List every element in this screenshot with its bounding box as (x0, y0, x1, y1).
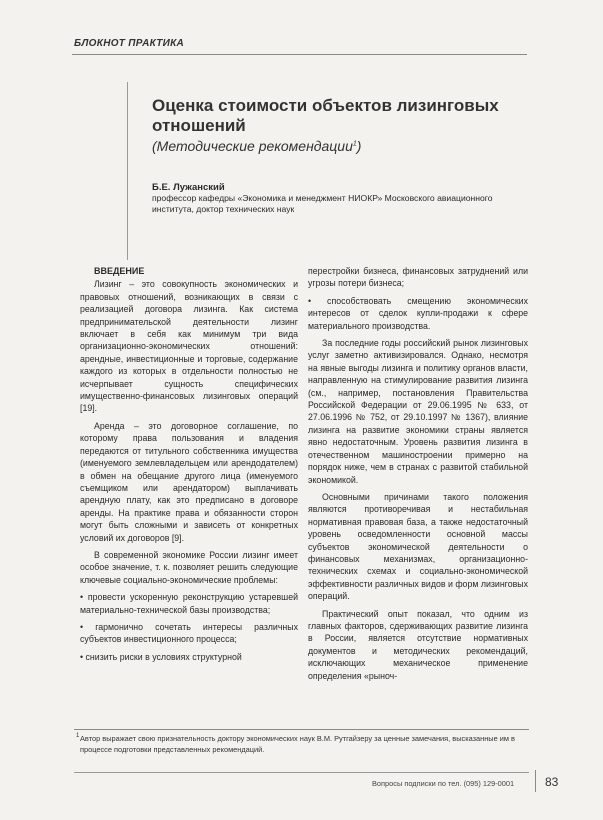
left-column (80, 265, 298, 668)
header-rule (72, 54, 527, 55)
bullet-item: • гармонично сочетать интересы различных субъектов инвестиционного процесса; (80, 621, 298, 645)
bullet-item: • провести ускоренную реконструкцию устаревшей материально-технической базы производства; (80, 592, 298, 615)
paragraph: В современной экономике России лизинг имеет особое значение, т. к. позволяет решить следующие ключевые социально-экономические проблемы: (80, 549, 298, 585)
subtitle-text: (Методические рекомендации (152, 138, 353, 154)
author-affiliation: профессор кафедры «Экономика и менеджмент НИОКР» Московского авиационного института, доктор технических наук (152, 193, 493, 214)
section-label: БЛОКНОТ ПРАКТИКА (74, 38, 185, 49)
article-subtitle (152, 138, 361, 154)
page-number: 83 (545, 775, 559, 789)
article-title: Оценка стоимости объектов лизинговых отношений (152, 96, 499, 135)
paragraph: Основными причинами такого положения являются противоречивая и нестабильная нормативная правовая база, а также недостаточный уровень осведомленности основной массы субъектов экономической деятельности о финансовых механизмах, организационно-технических схемах и социально-экономической эффективности различных видов и форм лизинговых операций. (308, 491, 528, 602)
paragraph: Аренда – это договорное соглашение, по которому права пользования и владения передаются от титульного собственника имущества (именуемого землевладельцем или арендодателем) в обмен на обещание другого лица (именуемого съемщиком или арендатором) выплачивать арендную плату, как это предписано в договоре аренды. На практике права и обязанности сторон могут быть сложными и зависеть от конкретных условий их договоров [9]. (80, 420, 298, 543)
footer-rule (74, 772, 529, 773)
paragraph: За последние годы российский рынок лизинговых услуг заметно активизировался. Однако, несмотря на явные выгоды лизинга и политику органов власти, направленную на стимулирование развития лизинга (см., например, постановления Правительства Российской Федерации от 29.06.1995 № 633, от 27.06.1996 № 752, от 29.10.1997 № 1367), влияние лизинга на развитие экономики страны является явно недостаточным. Уровень развития лизинга в отечественном машиностроении примерно на порядок ниже, чем в странах с развитой стабильной экономикой. (308, 338, 528, 485)
footnote-ref: 1 (352, 140, 357, 148)
bullet-item: • способствовать смещению экономических интересов от сделок купли-продажи к сфере материального производства. (308, 295, 528, 331)
subtitle-close: ) (356, 138, 362, 154)
title-vertical-rule (127, 82, 128, 260)
footnote (76, 733, 530, 755)
subscription-info: Вопросы подписки по тел. (095) 129-0001 (372, 779, 515, 788)
paragraph: Лизинг – это совокупность экономических и правовых отношений, возникающих в связи с реализацией договора лизинга. Как система предпринимательской деятельности лизинг включает в себя как минимум три вида организационно-экономических отношений: арендные, инвестиционные и торговые, содержание каждого из которых в отдельности полностью не исчерпывает сущность специфических имущественно-финансовых лизинговых операций [19]. (80, 279, 298, 414)
footnote-rule (74, 729, 529, 730)
page-number-separator (535, 770, 536, 792)
section-heading: ВВЕДЕНИЕ (94, 266, 145, 276)
footnote-mark: 1 (76, 733, 80, 739)
paragraph: Практический опыт показал, что одним из главных факторов, сдерживающих развитие лизинга в России, является отсутствие нормативных документов и методических рекомендаций, исключающих механическое применение определения «рыноч- (308, 608, 528, 681)
footnote-text: Автор выражает свою признательность доктору экономических наук В.М. Рутгайзеру за ценные замечания, высказанные им в процессе подготовки представленных рекомендаций. (80, 734, 515, 754)
right-column (308, 265, 528, 687)
bullet-item: • снизить риски в условиях структурной (80, 651, 242, 662)
author-name: Б.Е. Лужанский (152, 182, 225, 193)
bullet-continuation: перестройки бизнеса, финансовых затруднений или угрозы потери бизнеса; (308, 266, 528, 289)
